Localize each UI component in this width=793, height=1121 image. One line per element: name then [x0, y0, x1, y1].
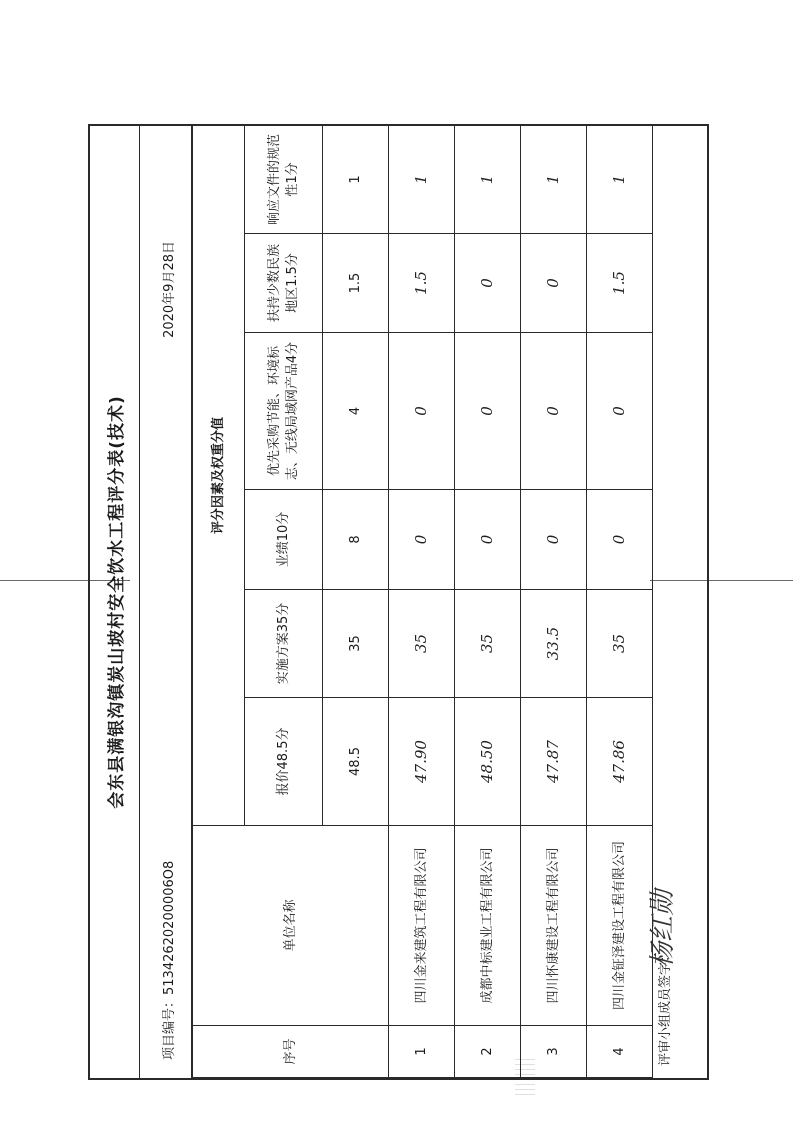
score-price: 47.86 — [587, 698, 653, 826]
header-col-standard: 响应文件的规范性1分 — [245, 125, 323, 233]
header-col-energy: 优先采购节能、环境标志、无线局域网产品4分 — [245, 333, 323, 490]
score-minority: 1.5 — [389, 234, 455, 333]
header-name: 单位名称 — [193, 826, 389, 1026]
sheet-date: 2020年9月28日 — [162, 241, 177, 338]
score-plan: 33.5 — [521, 590, 587, 698]
score-plan: 35 — [455, 590, 521, 698]
score-plan: 35 — [389, 590, 455, 698]
score-energy: 0 — [389, 333, 455, 490]
project-number: 项目编号：51342620200006O8 — [162, 860, 177, 1060]
table-row — [389, 125, 455, 1077]
score-price: 48.50 — [455, 698, 521, 826]
score-table — [192, 125, 653, 1078]
score-energy: 0 — [455, 333, 521, 490]
handwritten-signature: 杨红勋 — [648, 889, 678, 968]
table-row — [521, 125, 587, 1077]
score-standard: 1 — [389, 125, 455, 233]
weight-minority: 1.5 — [323, 234, 389, 333]
score-sheet — [88, 124, 709, 1080]
row-name: 四川怀康建设工程有限公司 — [521, 826, 587, 1026]
info-row — [140, 126, 192, 1078]
score-standard: 1 — [521, 125, 587, 233]
header-col-performance: 业绩10分 — [245, 490, 323, 590]
header-col-minority: 扶持少数民族地区1.5分 — [245, 234, 323, 333]
row-seq: 4 — [587, 1026, 653, 1078]
weight-performance: 8 — [323, 490, 389, 590]
score-energy: 0 — [587, 333, 653, 490]
row-seq: 1 — [389, 1026, 455, 1078]
score-performance: 0 — [587, 490, 653, 590]
score-minority: 1.5 — [587, 234, 653, 333]
weight-price: 48.5 — [323, 698, 389, 826]
weight-energy: 4 — [323, 333, 389, 490]
score-minority: 0 — [521, 234, 587, 333]
sheet-title: 会东县满银沟镇炭山坡村安全饮水工程评分表(技术) — [90, 126, 140, 1078]
header-col-plan: 实施方案35分 — [245, 590, 323, 698]
signature-row — [602, 126, 707, 1078]
row-name: 四川金来建筑工程有限公司 — [389, 826, 455, 1026]
score-plan: 35 — [587, 590, 653, 698]
score-energy: 0 — [521, 333, 587, 490]
score-performance: 0 — [521, 490, 587, 590]
header-seq: 序号 — [193, 1026, 389, 1078]
rotated-sheet — [90, 126, 707, 1078]
row-seq: 3 — [521, 1026, 587, 1078]
score-minority: 0 — [455, 234, 521, 333]
header-col-price: 报价48.5分 — [245, 698, 323, 826]
table-row — [455, 125, 521, 1077]
score-standard: 1 — [455, 125, 521, 233]
score-price: 47.90 — [389, 698, 455, 826]
row-name: 四川金钲泽建设工程有限公司 — [587, 826, 653, 1026]
score-performance: 0 — [389, 490, 455, 590]
weight-plan: 35 — [323, 590, 389, 698]
signature-label: 评审小组成员签字： — [658, 948, 673, 1066]
header-group: 评分因素及权重分值 — [193, 125, 245, 825]
row-seq: 2 — [455, 1026, 521, 1078]
row-name: 成都中标建业工程有限公司 — [455, 826, 521, 1026]
weight-standard: 1 — [323, 125, 389, 233]
score-performance: 0 — [455, 490, 521, 590]
score-price: 47.87 — [521, 698, 587, 826]
score-standard: 1 — [587, 125, 653, 233]
